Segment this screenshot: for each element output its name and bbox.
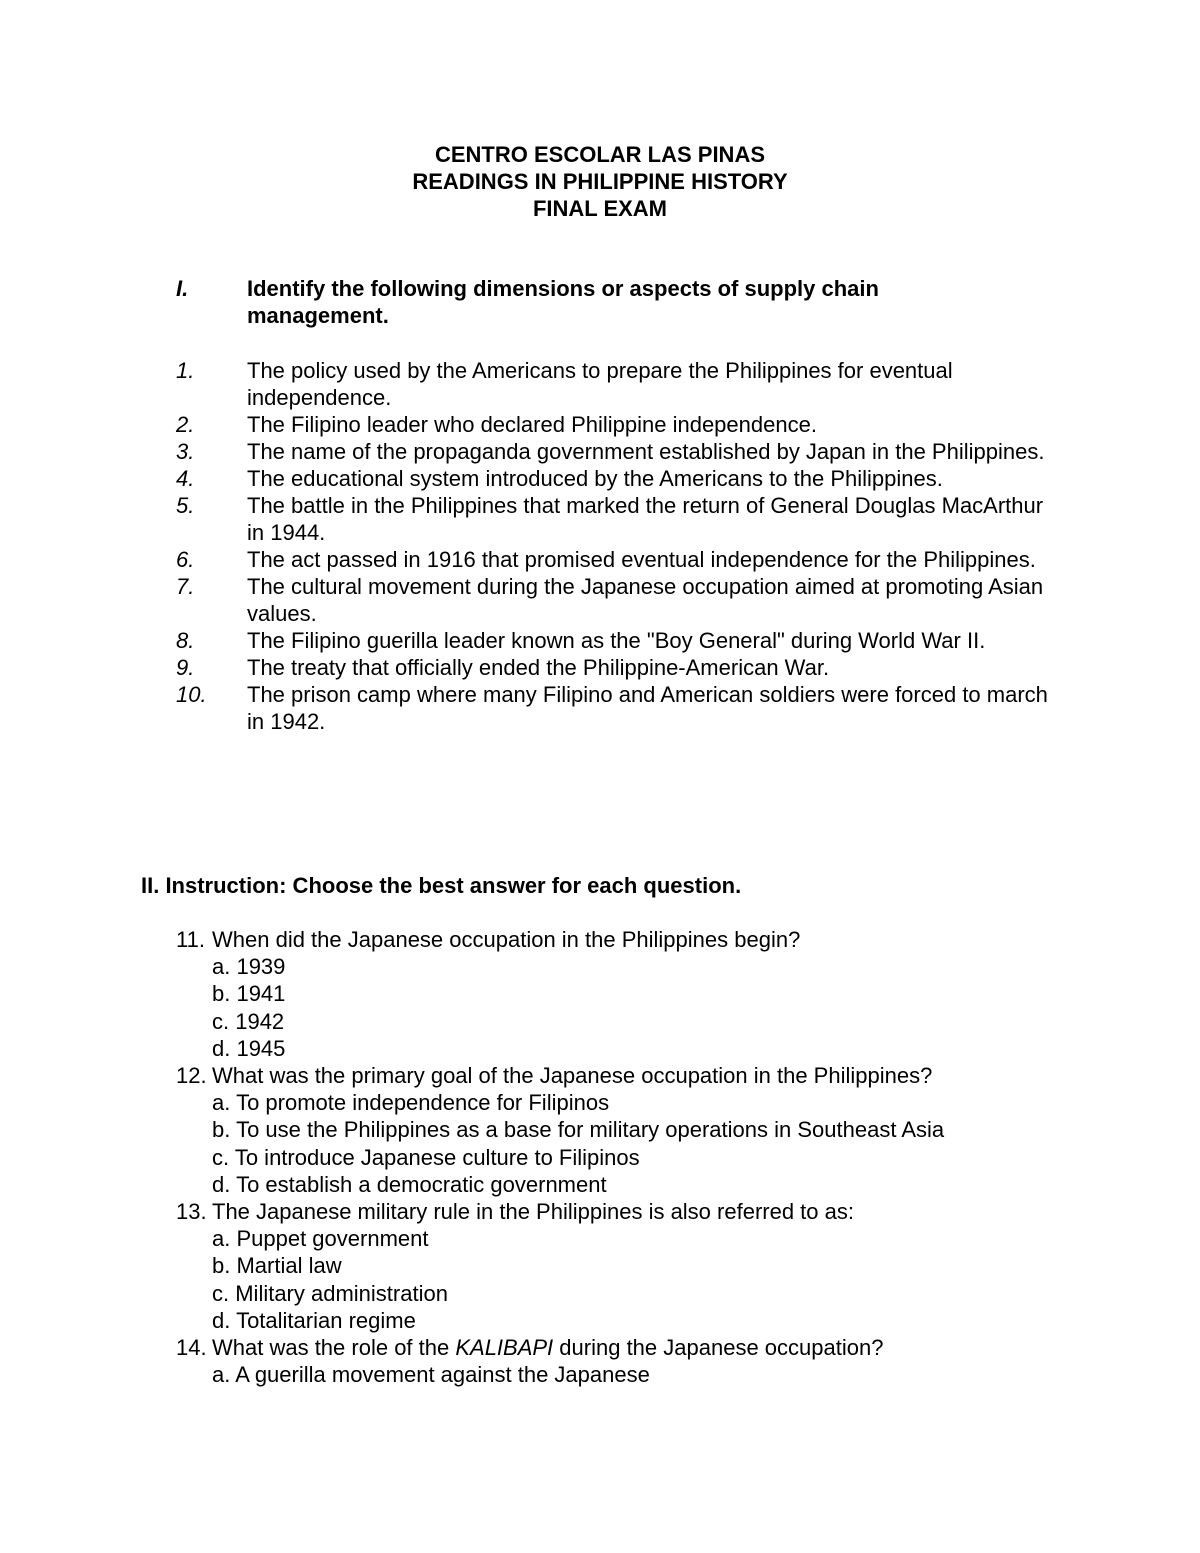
item-number: 8. [176, 628, 195, 653]
question-text: What was the role of the [212, 1335, 456, 1361]
question-number: 13. [176, 1199, 207, 1225]
document-header [0, 141, 1200, 222]
question-12 [176, 1062, 1076, 1089]
item-text: The cultural movement during the Japanese occupation aimed at promoting Asian values. [247, 574, 1044, 626]
item-text: The act passed in 1916 that promised eventual independence for the Philippines. [247, 547, 1036, 572]
section-2-questions [176, 926, 1076, 1388]
question-number: 12. [176, 1063, 207, 1089]
item-number: 6. [176, 547, 195, 572]
list-item [176, 654, 1056, 681]
question-number: 11. [176, 927, 205, 952]
item-number: 3. [176, 439, 195, 464]
section-1-items [176, 357, 1056, 735]
question-text: The Japanese military rule in the Philippines is also referred to as: [212, 1199, 854, 1225]
list-item [176, 681, 1056, 735]
answer-option: a. To promote independence for Filipinos [212, 1090, 610, 1116]
answer-option: c. 1942 [212, 1008, 285, 1034]
question-13 [176, 1198, 1076, 1225]
list-item [176, 357, 1056, 411]
item-text: The educational system introduced by the Americans to the Philippines. [247, 466, 943, 491]
list-item [176, 492, 1056, 546]
question-text-italic: KALIBAPI [455, 1335, 554, 1361]
item-text: The name of the propaganda government established by Japan in the Philippines. [247, 439, 1045, 464]
question-number: 14. [176, 1335, 207, 1361]
item-number: 9. [176, 655, 195, 680]
list-item [176, 546, 1056, 573]
section-1-instruction: Identify the following dimensions or aspects of supply chain management. [247, 276, 879, 328]
question-text: during the Japanese occupation? [553, 1335, 884, 1361]
item-text: The policy used by the Americans to prepare the Philippines for eventual independence. [247, 358, 953, 410]
question-text: When did the Japanese occupation in the Philippines begin? [212, 927, 801, 952]
item-text: The Filipino guerilla leader known as the "Boy General" during World War II. [247, 628, 986, 653]
item-number: 7. [176, 574, 195, 599]
answer-option: c. To introduce Japanese culture to Filipinos [212, 1144, 640, 1170]
answer-option: d. Totalitarian regime [212, 1307, 416, 1333]
section-1-number: I. [176, 276, 189, 301]
exam-title: FINAL EXAM [532, 196, 668, 221]
question-14 [176, 1334, 1076, 1361]
item-number: 10. [176, 682, 207, 707]
item-number: 2. [176, 412, 195, 437]
question-11 [176, 926, 1076, 953]
course-title: READINGS IN PHILIPPINE HISTORY [412, 169, 788, 194]
list-item [176, 411, 1056, 438]
answer-option: b. 1941 [212, 981, 286, 1007]
item-text: The treaty that officially ended the Philippine-American War. [247, 655, 830, 680]
item-number: 1. [176, 358, 195, 383]
list-item [176, 438, 1056, 465]
answer-option: c. Military administration [212, 1280, 448, 1306]
item-text: The battle in the Philippines that marked the return of General Douglas MacArthur in 1944. [247, 493, 1044, 545]
school-name: CENTRO ESCOLAR LAS PINAS [434, 142, 766, 167]
answer-option: a. Puppet government [212, 1226, 429, 1252]
answer-option: b. Martial law [212, 1253, 342, 1279]
item-number: 5. [176, 493, 195, 518]
item-text: The Filipino leader who declared Philippine independence. [247, 412, 817, 437]
item-number: 4. [176, 466, 195, 491]
answer-option: b. To use the Philippines as a base for military operations in Southeast Asia [212, 1117, 945, 1143]
list-item [176, 573, 1056, 627]
answer-option: a. A guerilla movement against the Japanese [212, 1362, 650, 1388]
section-2-heading: II. Instruction: Choose the best answer for each question. [141, 873, 742, 898]
answer-option: d. 1945 [212, 1035, 286, 1061]
list-item [176, 465, 1056, 492]
answer-option: d. To establish a democratic government [212, 1171, 607, 1197]
list-item [176, 627, 1056, 654]
item-text: The prison camp where many Filipino and American soldiers were forced to march in 1942. [247, 682, 1048, 734]
question-text: What was the primary goal of the Japanese occupation in the Philippines? [212, 1063, 933, 1089]
answer-option: a. 1939 [212, 954, 286, 980]
